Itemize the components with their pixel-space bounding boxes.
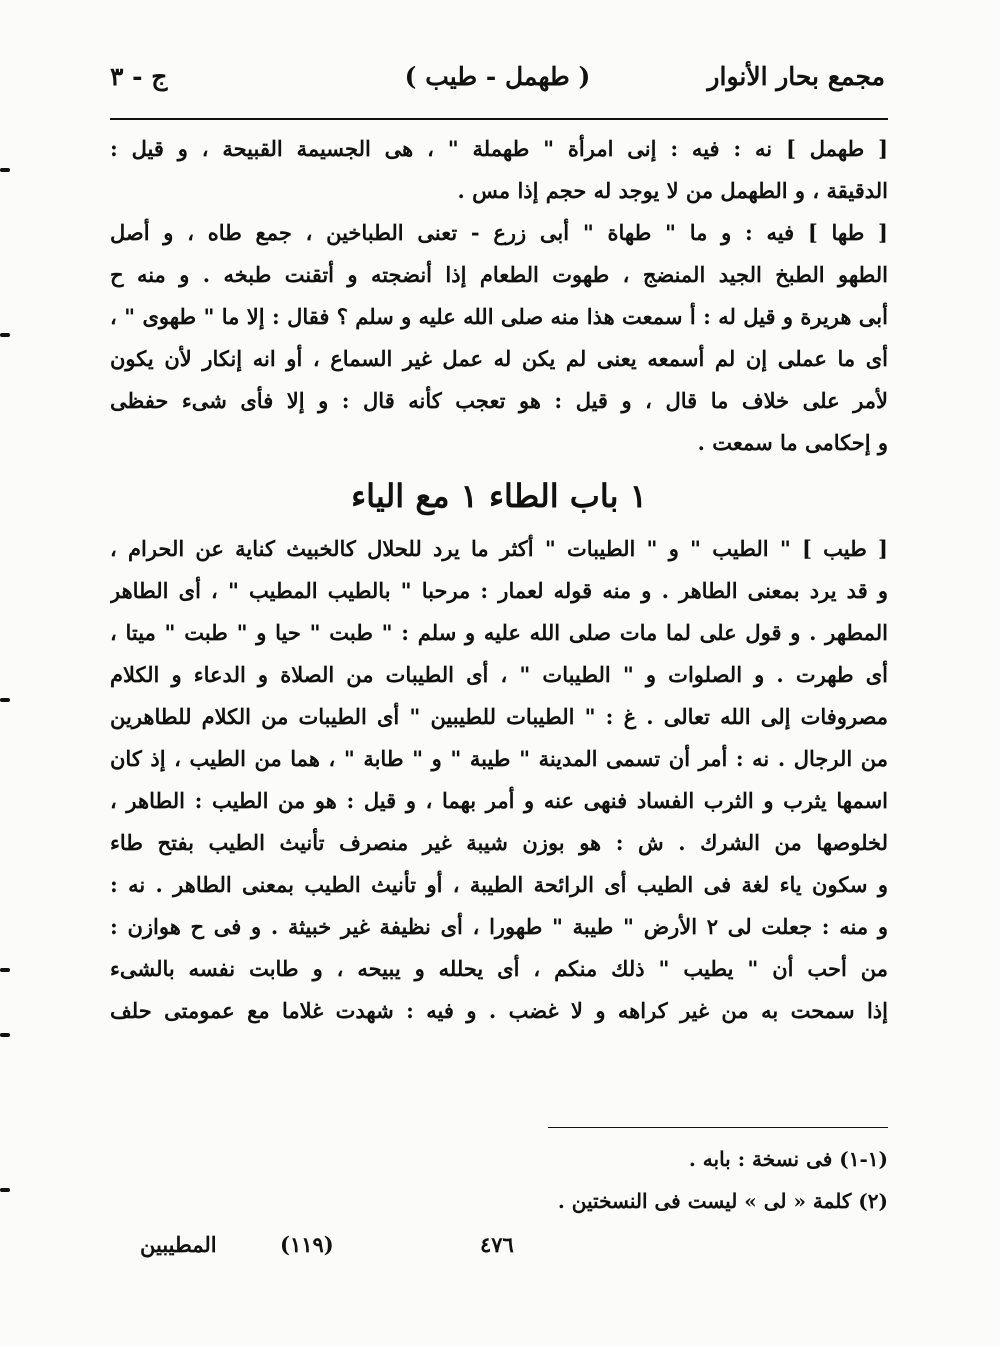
entry-range: ( طهمل - طيب ) xyxy=(404,62,591,91)
signature-number: (١١٩) xyxy=(280,1232,334,1257)
text-line: أى طهرت . و الصلوات و " الطيبات " ، أى الطيبات من الصلاة و الدعاء و الكلام xyxy=(110,662,888,687)
text-line: مصروفات إلى الله تعالى . غ : " الطيبات للطيبين " أى الطيبات من الكلام للطاهرين xyxy=(110,704,888,729)
text-line: [ طيب ] " الطيب " و " الطيبات " أكثر ما يرد للحلال كالخبيث كناية عن الحرام ، xyxy=(110,536,888,561)
text-line: أبى هريرة و قيل له : أ سمعت هذا منه صلى الله عليه و سلم ؟ فقال : إلا ما " طهوى " ، xyxy=(110,304,888,329)
page-number: ٤٧٦ xyxy=(480,1232,514,1257)
main-text xyxy=(110,128,888,1032)
book-title: مجمع بحار الأنوار xyxy=(707,62,885,91)
text-line: و إحكامى ما سمعت . xyxy=(697,430,888,455)
text-line: و سكون ياء لغة فى الطيب أى الرائحة الطيبة ، أو تأنيث الطيب بمعنى الطاهر . نه : xyxy=(110,872,888,897)
text-line: الطهو الطبخ الجيد المنضج ، طهوت الطعام إذا أنضجته و أتقنت طبخه . و منه ح xyxy=(110,262,888,287)
signature-word: المطيبين xyxy=(140,1232,217,1257)
text-line: اسمها يثرب و الثرب الفساد فنهى عنه و أمر بهما ، و قيل : هو من الطيب : الطاهر ، xyxy=(110,788,888,813)
header-rule xyxy=(110,118,888,120)
footnotes xyxy=(110,1138,888,1222)
text-line: من أحب أن " يطيب " ذلك منكم ، أى يحلله و يبيحه ، و طابت نفسه بالشىء xyxy=(110,956,888,981)
volume-label: ج - ٣ xyxy=(110,62,168,91)
running-header xyxy=(110,62,885,102)
margin-mark xyxy=(0,695,14,705)
page-footer xyxy=(110,1232,888,1272)
text-line: [ طهمل ] نه : فيه : إنى امرأة " طهملة " ، هى الجسيمة القبيحة ، و قيل : xyxy=(110,136,888,161)
text-line: لخلوصها من الشرك . ش : هو بوزن شيبة غير منصرف تأنيث الطيب بفتح طاء xyxy=(110,830,888,855)
margin-mark xyxy=(0,1185,14,1195)
footnote: (٢) كلمة « لى » ليست فى النسختين . xyxy=(557,1189,888,1213)
margin-mark xyxy=(0,165,14,175)
margin-mark xyxy=(0,330,14,340)
text-line: و قد يرد بمعنى الطاهر . و منه قوله لعمار : مرحبا " بالطيب المطيب " ، أى الطاهر xyxy=(110,578,888,603)
text-line: لأمر على خلاف ما قال ، و قيل : هو تعجب كأنه قال : و إلا فأى شىء حفظى xyxy=(110,388,888,413)
margin-mark xyxy=(0,965,14,975)
text-line: من الرجال . نه : أمر أن تسمى المدينة " طيبة " و " طابة " ، هما من الطيب ، إذ كان xyxy=(110,746,888,771)
footnote: (١-١) فى نسخة : بابه . xyxy=(688,1147,888,1171)
margin-mark xyxy=(0,1030,14,1040)
text-line: أى ما عملى إن لم أسمعه يعنى لم يكن له عمل غير السماع ، أو انه إنكار لأن يكون xyxy=(110,346,888,371)
text-line: إذا سمحت به من غير كراهه و لا غضب . و فيه : شهدت غلاما مع عمومتى حلف xyxy=(110,998,888,1023)
section-heading: ١ باب الطاء ١ مع الياء xyxy=(351,477,647,515)
footnote-rule xyxy=(548,1127,888,1128)
text-line: المطهر . و قول على لما مات صلى الله عليه و سلم : " طبت " حيا و " طبت " ميتا ، xyxy=(110,620,888,645)
text-line: و منه : جعلت لى ٢ الأرض " طيبة " طهورا ، أى نظيفة غير خبيثة . و فى ح هوازن : xyxy=(110,914,888,939)
text-line: [ طها ] فيه : و ما " طهاة " أبى زرع - تعنى الطباخين ، جمع طاه ، و أصل xyxy=(110,220,888,245)
text-line: الدقيقة ، و الطهمل من لا يوجد له حجم إذا مس . xyxy=(457,178,888,203)
